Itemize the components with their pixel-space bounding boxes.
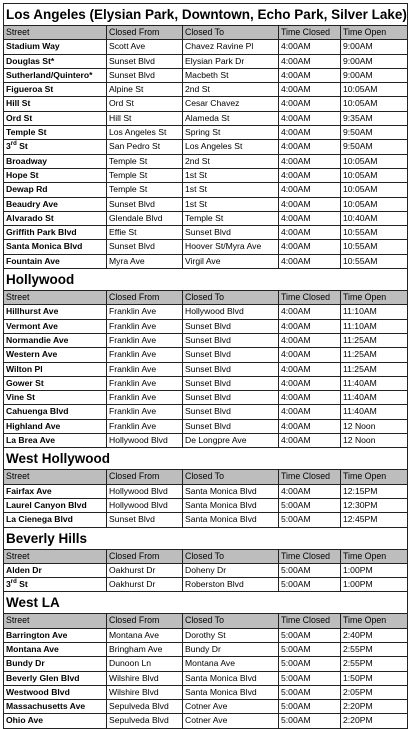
time-closed-cell: 5:00AM xyxy=(279,498,341,512)
closed-from-cell: Franklin Ave xyxy=(107,362,183,376)
street-cell: Broadway xyxy=(4,154,107,168)
time-open-cell: 12 Noon xyxy=(341,419,408,433)
time-open-cell: 2:55PM xyxy=(341,642,408,656)
table-row xyxy=(4,40,408,54)
closed-from-cell: Franklin Ave xyxy=(107,391,183,405)
time-open-cell: 9:50AM xyxy=(341,140,408,154)
time-closed-cell: 4:00AM xyxy=(279,348,341,362)
street-cell: Ord St xyxy=(4,111,107,125)
table-row xyxy=(4,419,408,433)
closed-from-cell: San Pedro St xyxy=(107,140,183,154)
closed-from-cell: Franklin Ave xyxy=(107,319,183,333)
time-open-cell: 2:20PM xyxy=(341,714,408,728)
column-header: Closed From xyxy=(107,291,183,305)
street-cell: 3rd St xyxy=(4,140,107,154)
column-header: Closed From xyxy=(107,470,183,484)
time-closed-cell: 4:00AM xyxy=(279,54,341,68)
column-header: Time Closed xyxy=(279,614,341,628)
closed-to-cell: Sunset Blvd xyxy=(183,333,279,347)
time-open-cell: 12:15PM xyxy=(341,484,408,498)
table-row xyxy=(4,642,408,656)
time-open-cell: 11:40AM xyxy=(341,376,408,390)
street-cell: Sutherland/Quintero* xyxy=(4,68,107,82)
table-row xyxy=(4,434,408,448)
time-open-cell: 12:45PM xyxy=(341,513,408,527)
closed-from-cell: Franklin Ave xyxy=(107,405,183,419)
street-cell: Laurel Canyon Blvd xyxy=(4,498,107,512)
closed-to-cell: 1st St xyxy=(183,168,279,182)
table-row xyxy=(4,362,408,376)
closed-from-cell: Oakhurst Dr xyxy=(107,563,183,577)
time-closed-cell: 4:00AM xyxy=(279,405,341,419)
closed-from-cell: Bringham Ave xyxy=(107,642,183,656)
time-open-cell: 10:05AM xyxy=(341,97,408,111)
time-closed-cell: 4:00AM xyxy=(279,140,341,154)
table-row xyxy=(4,671,408,685)
time-open-cell: 9:00AM xyxy=(341,40,408,54)
section-title-row xyxy=(4,527,408,549)
time-closed-cell: 4:00AM xyxy=(279,240,341,254)
street-cell: Wilton Pl xyxy=(4,362,107,376)
column-header: Closed From xyxy=(107,26,183,40)
time-open-cell: 11:10AM xyxy=(341,319,408,333)
table-row xyxy=(4,333,408,347)
road-closures-sheet xyxy=(3,3,407,729)
section-title-row xyxy=(4,592,408,614)
table-row xyxy=(4,563,408,577)
column-header: Time Closed xyxy=(279,291,341,305)
time-open-cell: 10:55AM xyxy=(341,226,408,240)
closed-to-cell: Alameda St xyxy=(183,111,279,125)
column-header-row xyxy=(4,470,408,484)
table-row xyxy=(4,240,408,254)
closed-to-cell: Sunset Blvd xyxy=(183,391,279,405)
time-open-cell: 2:05PM xyxy=(341,685,408,699)
street-cell: Barrington Ave xyxy=(4,628,107,642)
column-header: Street xyxy=(4,614,107,628)
closed-to-cell: Sunset Blvd xyxy=(183,348,279,362)
street-cell: Vine St xyxy=(4,391,107,405)
closed-from-cell: Scott Ave xyxy=(107,40,183,54)
street-cell: Santa Monica Blvd xyxy=(4,240,107,254)
closed-to-cell: Sunset Blvd xyxy=(183,362,279,376)
column-header: Street xyxy=(4,470,107,484)
time-open-cell: 10:40AM xyxy=(341,211,408,225)
closed-to-cell: Los Angeles St xyxy=(183,140,279,154)
time-open-cell: 9:50AM xyxy=(341,126,408,140)
closed-from-cell: Wilshire Blvd xyxy=(107,685,183,699)
closed-to-cell: Cesar Chavez xyxy=(183,97,279,111)
street-cell: Hillhurst Ave xyxy=(4,305,107,319)
closed-to-cell: Santa Monica Blvd xyxy=(183,671,279,685)
time-closed-cell: 4:00AM xyxy=(279,154,341,168)
column-header-row xyxy=(4,291,408,305)
closed-to-cell: Macbeth St xyxy=(183,68,279,82)
time-closed-cell: 4:00AM xyxy=(279,376,341,390)
closed-from-cell: Wilshire Blvd xyxy=(107,671,183,685)
closed-to-cell: Virgil Ave xyxy=(183,254,279,268)
time-open-cell: 1:00PM xyxy=(341,578,408,592)
closed-from-cell: Montana Ave xyxy=(107,628,183,642)
street-cell: Vermont Ave xyxy=(4,319,107,333)
closed-to-cell: Chavez Ravine Pl xyxy=(183,40,279,54)
table-row xyxy=(4,83,408,97)
closed-from-cell: Alpine St xyxy=(107,83,183,97)
table-row xyxy=(4,111,408,125)
time-open-cell: 1:00PM xyxy=(341,563,408,577)
time-closed-cell: 4:00AM xyxy=(279,305,341,319)
table-row xyxy=(4,714,408,728)
closed-to-cell: Temple St xyxy=(183,211,279,225)
time-closed-cell: 4:00AM xyxy=(279,68,341,82)
table-row xyxy=(4,68,408,82)
time-open-cell: 2:20PM xyxy=(341,700,408,714)
time-closed-cell: 4:00AM xyxy=(279,211,341,225)
time-open-cell: 11:25AM xyxy=(341,362,408,376)
closed-from-cell: Glendale Blvd xyxy=(107,211,183,225)
time-closed-cell: 4:00AM xyxy=(279,434,341,448)
table-row xyxy=(4,513,408,527)
time-closed-cell: 4:00AM xyxy=(279,168,341,182)
closed-from-cell: Temple St xyxy=(107,168,183,182)
street-cell: Stadium Way xyxy=(4,40,107,54)
section-title-row xyxy=(4,269,408,291)
closed-from-cell: Hollywood Blvd xyxy=(107,484,183,498)
time-closed-cell: 4:00AM xyxy=(279,419,341,433)
closed-to-cell: Roberston Blvd xyxy=(183,578,279,592)
time-open-cell: 10:05AM xyxy=(341,83,408,97)
time-closed-cell: 5:00AM xyxy=(279,714,341,728)
table-row xyxy=(4,348,408,362)
column-header: Time Open xyxy=(341,470,408,484)
street-cell: Beaudry Ave xyxy=(4,197,107,211)
time-closed-cell: 5:00AM xyxy=(279,700,341,714)
closed-to-cell: Santa Monica Blvd xyxy=(183,513,279,527)
street-cell: Western Ave xyxy=(4,348,107,362)
closed-from-cell: Effie St xyxy=(107,226,183,240)
closed-to-cell: Elysian Park Dr xyxy=(183,54,279,68)
table-row xyxy=(4,168,408,182)
time-open-cell: 12:30PM xyxy=(341,498,408,512)
street-cell: Highland Ave xyxy=(4,419,107,433)
table-row xyxy=(4,319,408,333)
closed-to-cell: Santa Monica Blvd xyxy=(183,685,279,699)
time-closed-cell: 4:00AM xyxy=(279,484,341,498)
section-title: West LA xyxy=(4,592,408,614)
closed-to-cell: Bundy Dr xyxy=(183,642,279,656)
street-cell: Dewap Rd xyxy=(4,183,107,197)
closed-from-cell: Myra Ave xyxy=(107,254,183,268)
column-header: Street xyxy=(4,26,107,40)
street-cell: La Brea Ave xyxy=(4,434,107,448)
closed-from-cell: Los Angeles St xyxy=(107,126,183,140)
closed-to-cell: 1st St xyxy=(183,183,279,197)
closed-to-cell: Sunset Blvd xyxy=(183,319,279,333)
table-row xyxy=(4,685,408,699)
street-cell: Beverly Glen Blvd xyxy=(4,671,107,685)
street-cell: Cahuenga Blvd xyxy=(4,405,107,419)
time-open-cell: 10:55AM xyxy=(341,254,408,268)
table-row xyxy=(4,376,408,390)
street-cell: 3rd St xyxy=(4,578,107,592)
time-closed-cell: 4:00AM xyxy=(279,40,341,54)
closed-from-cell: Sunset Blvd xyxy=(107,54,183,68)
street-cell: Gower St xyxy=(4,376,107,390)
column-header: Time Open xyxy=(341,26,408,40)
column-header: Closed From xyxy=(107,549,183,563)
closed-to-cell: Sunset Blvd xyxy=(183,405,279,419)
closed-from-cell: Hollywood Blvd xyxy=(107,434,183,448)
time-open-cell: 9:00AM xyxy=(341,54,408,68)
closed-to-cell: Montana Ave xyxy=(183,657,279,671)
section-title: Los Angeles (Elysian Park, Downtown, Echo Park, Silver Lake) xyxy=(4,4,408,26)
table-row xyxy=(4,578,408,592)
table-row xyxy=(4,97,408,111)
street-cell: Westwood Blvd xyxy=(4,685,107,699)
column-header: Closed To xyxy=(183,26,279,40)
column-header: Street xyxy=(4,549,107,563)
time-closed-cell: 4:00AM xyxy=(279,226,341,240)
table-row xyxy=(4,628,408,642)
street-cell: Douglas St* xyxy=(4,54,107,68)
column-header: Time Closed xyxy=(279,549,341,563)
closed-to-cell: 2nd St xyxy=(183,154,279,168)
street-cell: La Cienega Blvd xyxy=(4,513,107,527)
table-row xyxy=(4,484,408,498)
closed-to-cell: Sunset Blvd xyxy=(183,376,279,390)
closed-to-cell: 1st St xyxy=(183,197,279,211)
closed-to-cell: Sunset Blvd xyxy=(183,419,279,433)
street-cell: Fountain Ave xyxy=(4,254,107,268)
section-title-row xyxy=(4,448,408,470)
time-closed-cell: 4:00AM xyxy=(279,319,341,333)
street-cell: Alden Dr xyxy=(4,563,107,577)
closed-from-cell: Hill St xyxy=(107,111,183,125)
street-cell: Hill St xyxy=(4,97,107,111)
closed-to-cell: Doheny Dr xyxy=(183,563,279,577)
street-cell: Figueroa St xyxy=(4,83,107,97)
time-closed-cell: 5:00AM xyxy=(279,642,341,656)
time-open-cell: 9:35AM xyxy=(341,111,408,125)
closed-to-cell: Sunset Blvd xyxy=(183,226,279,240)
time-open-cell: 10:05AM xyxy=(341,168,408,182)
section-title: Hollywood xyxy=(4,269,408,291)
closed-from-cell: Franklin Ave xyxy=(107,376,183,390)
time-closed-cell: 4:00AM xyxy=(279,391,341,405)
road-closures-table xyxy=(3,3,408,729)
closed-to-cell: 2nd St xyxy=(183,83,279,97)
closed-to-cell: Dorothy St xyxy=(183,628,279,642)
closed-to-cell: Spring St xyxy=(183,126,279,140)
closed-from-cell: Sunset Blvd xyxy=(107,197,183,211)
street-cell: Bundy Dr xyxy=(4,657,107,671)
closed-from-cell: Hollywood Blvd xyxy=(107,498,183,512)
section-title: Beverly Hills xyxy=(4,527,408,549)
street-cell: Alvarado St xyxy=(4,211,107,225)
column-header: Closed To xyxy=(183,614,279,628)
section-title: West Hollywood xyxy=(4,448,408,470)
closed-from-cell: Franklin Ave xyxy=(107,333,183,347)
column-header: Time Open xyxy=(341,291,408,305)
column-header: Time Open xyxy=(341,549,408,563)
column-header: Street xyxy=(4,291,107,305)
time-open-cell: 11:40AM xyxy=(341,405,408,419)
column-header: Closed To xyxy=(183,470,279,484)
table-row xyxy=(4,498,408,512)
table-row xyxy=(4,391,408,405)
time-closed-cell: 4:00AM xyxy=(279,111,341,125)
closed-to-cell: De Longpre Ave xyxy=(183,434,279,448)
closed-to-cell: Santa Monica Blvd xyxy=(183,484,279,498)
street-cell: Montana Ave xyxy=(4,642,107,656)
street-cell: Fairfax Ave xyxy=(4,484,107,498)
time-open-cell: 10:05AM xyxy=(341,154,408,168)
closed-from-cell: Sunset Blvd xyxy=(107,240,183,254)
table-row xyxy=(4,700,408,714)
table-row xyxy=(4,657,408,671)
column-header: Closed To xyxy=(183,291,279,305)
time-closed-cell: 4:00AM xyxy=(279,126,341,140)
time-closed-cell: 4:00AM xyxy=(279,333,341,347)
closed-from-cell: Temple St xyxy=(107,183,183,197)
time-open-cell: 11:10AM xyxy=(341,305,408,319)
closed-to-cell: Cotner Ave xyxy=(183,700,279,714)
column-header: Closed To xyxy=(183,549,279,563)
closed-to-cell: Hoover St/Myra Ave xyxy=(183,240,279,254)
time-open-cell: 1:50PM xyxy=(341,671,408,685)
time-closed-cell: 5:00AM xyxy=(279,671,341,685)
column-header-row xyxy=(4,549,408,563)
time-open-cell: 11:25AM xyxy=(341,348,408,362)
closed-from-cell: Franklin Ave xyxy=(107,419,183,433)
time-open-cell: 2:55PM xyxy=(341,657,408,671)
table-row xyxy=(4,254,408,268)
column-header: Time Open xyxy=(341,614,408,628)
time-open-cell: 11:40AM xyxy=(341,391,408,405)
closed-to-cell: Hollywood Blvd xyxy=(183,305,279,319)
table-row xyxy=(4,211,408,225)
table-row xyxy=(4,183,408,197)
table-row xyxy=(4,305,408,319)
time-open-cell: 10:05AM xyxy=(341,197,408,211)
closed-from-cell: Temple St xyxy=(107,154,183,168)
time-closed-cell: 4:00AM xyxy=(279,183,341,197)
table-row xyxy=(4,405,408,419)
section-title-row xyxy=(4,4,408,26)
time-open-cell: 10:55AM xyxy=(341,240,408,254)
time-open-cell: 12 Noon xyxy=(341,434,408,448)
time-closed-cell: 5:00AM xyxy=(279,685,341,699)
street-cell: Ohio Ave xyxy=(4,714,107,728)
closed-from-cell: Dunoon Ln xyxy=(107,657,183,671)
column-header: Time Closed xyxy=(279,470,341,484)
closed-from-cell: Ord St xyxy=(107,97,183,111)
time-closed-cell: 5:00AM xyxy=(279,628,341,642)
time-closed-cell: 5:00AM xyxy=(279,578,341,592)
time-open-cell: 9:00AM xyxy=(341,68,408,82)
column-header: Time Closed xyxy=(279,26,341,40)
street-cell: Griffith Park Blvd xyxy=(4,226,107,240)
street-cell: Massachusetts Ave xyxy=(4,700,107,714)
street-cell: Normandie Ave xyxy=(4,333,107,347)
closed-from-cell: Sepulveda Blvd xyxy=(107,700,183,714)
time-open-cell: 10:05AM xyxy=(341,183,408,197)
closed-from-cell: Sunset Blvd xyxy=(107,68,183,82)
closed-from-cell: Franklin Ave xyxy=(107,305,183,319)
table-row xyxy=(4,140,408,154)
street-cell: Hope St xyxy=(4,168,107,182)
closed-to-cell: Santa Monica Blvd xyxy=(183,498,279,512)
column-header-row xyxy=(4,26,408,40)
closed-from-cell: Sepulveda Blvd xyxy=(107,714,183,728)
table-row xyxy=(4,54,408,68)
column-header-row xyxy=(4,614,408,628)
closed-from-cell: Oakhurst Dr xyxy=(107,578,183,592)
street-cell: Temple St xyxy=(4,126,107,140)
table-row xyxy=(4,197,408,211)
closed-to-cell: Cotner Ave xyxy=(183,714,279,728)
time-closed-cell: 4:00AM xyxy=(279,362,341,376)
time-closed-cell: 4:00AM xyxy=(279,97,341,111)
time-closed-cell: 4:00AM xyxy=(279,83,341,97)
time-open-cell: 11:25AM xyxy=(341,333,408,347)
time-open-cell: 2:40PM xyxy=(341,628,408,642)
closed-from-cell: Franklin Ave xyxy=(107,348,183,362)
table-row xyxy=(4,154,408,168)
time-closed-cell: 5:00AM xyxy=(279,657,341,671)
time-closed-cell: 5:00AM xyxy=(279,513,341,527)
table-row xyxy=(4,226,408,240)
time-closed-cell: 5:00AM xyxy=(279,563,341,577)
closed-from-cell: Sunset Blvd xyxy=(107,513,183,527)
time-closed-cell: 4:00AM xyxy=(279,197,341,211)
time-closed-cell: 4:00AM xyxy=(279,254,341,268)
column-header: Closed From xyxy=(107,614,183,628)
table-row xyxy=(4,126,408,140)
